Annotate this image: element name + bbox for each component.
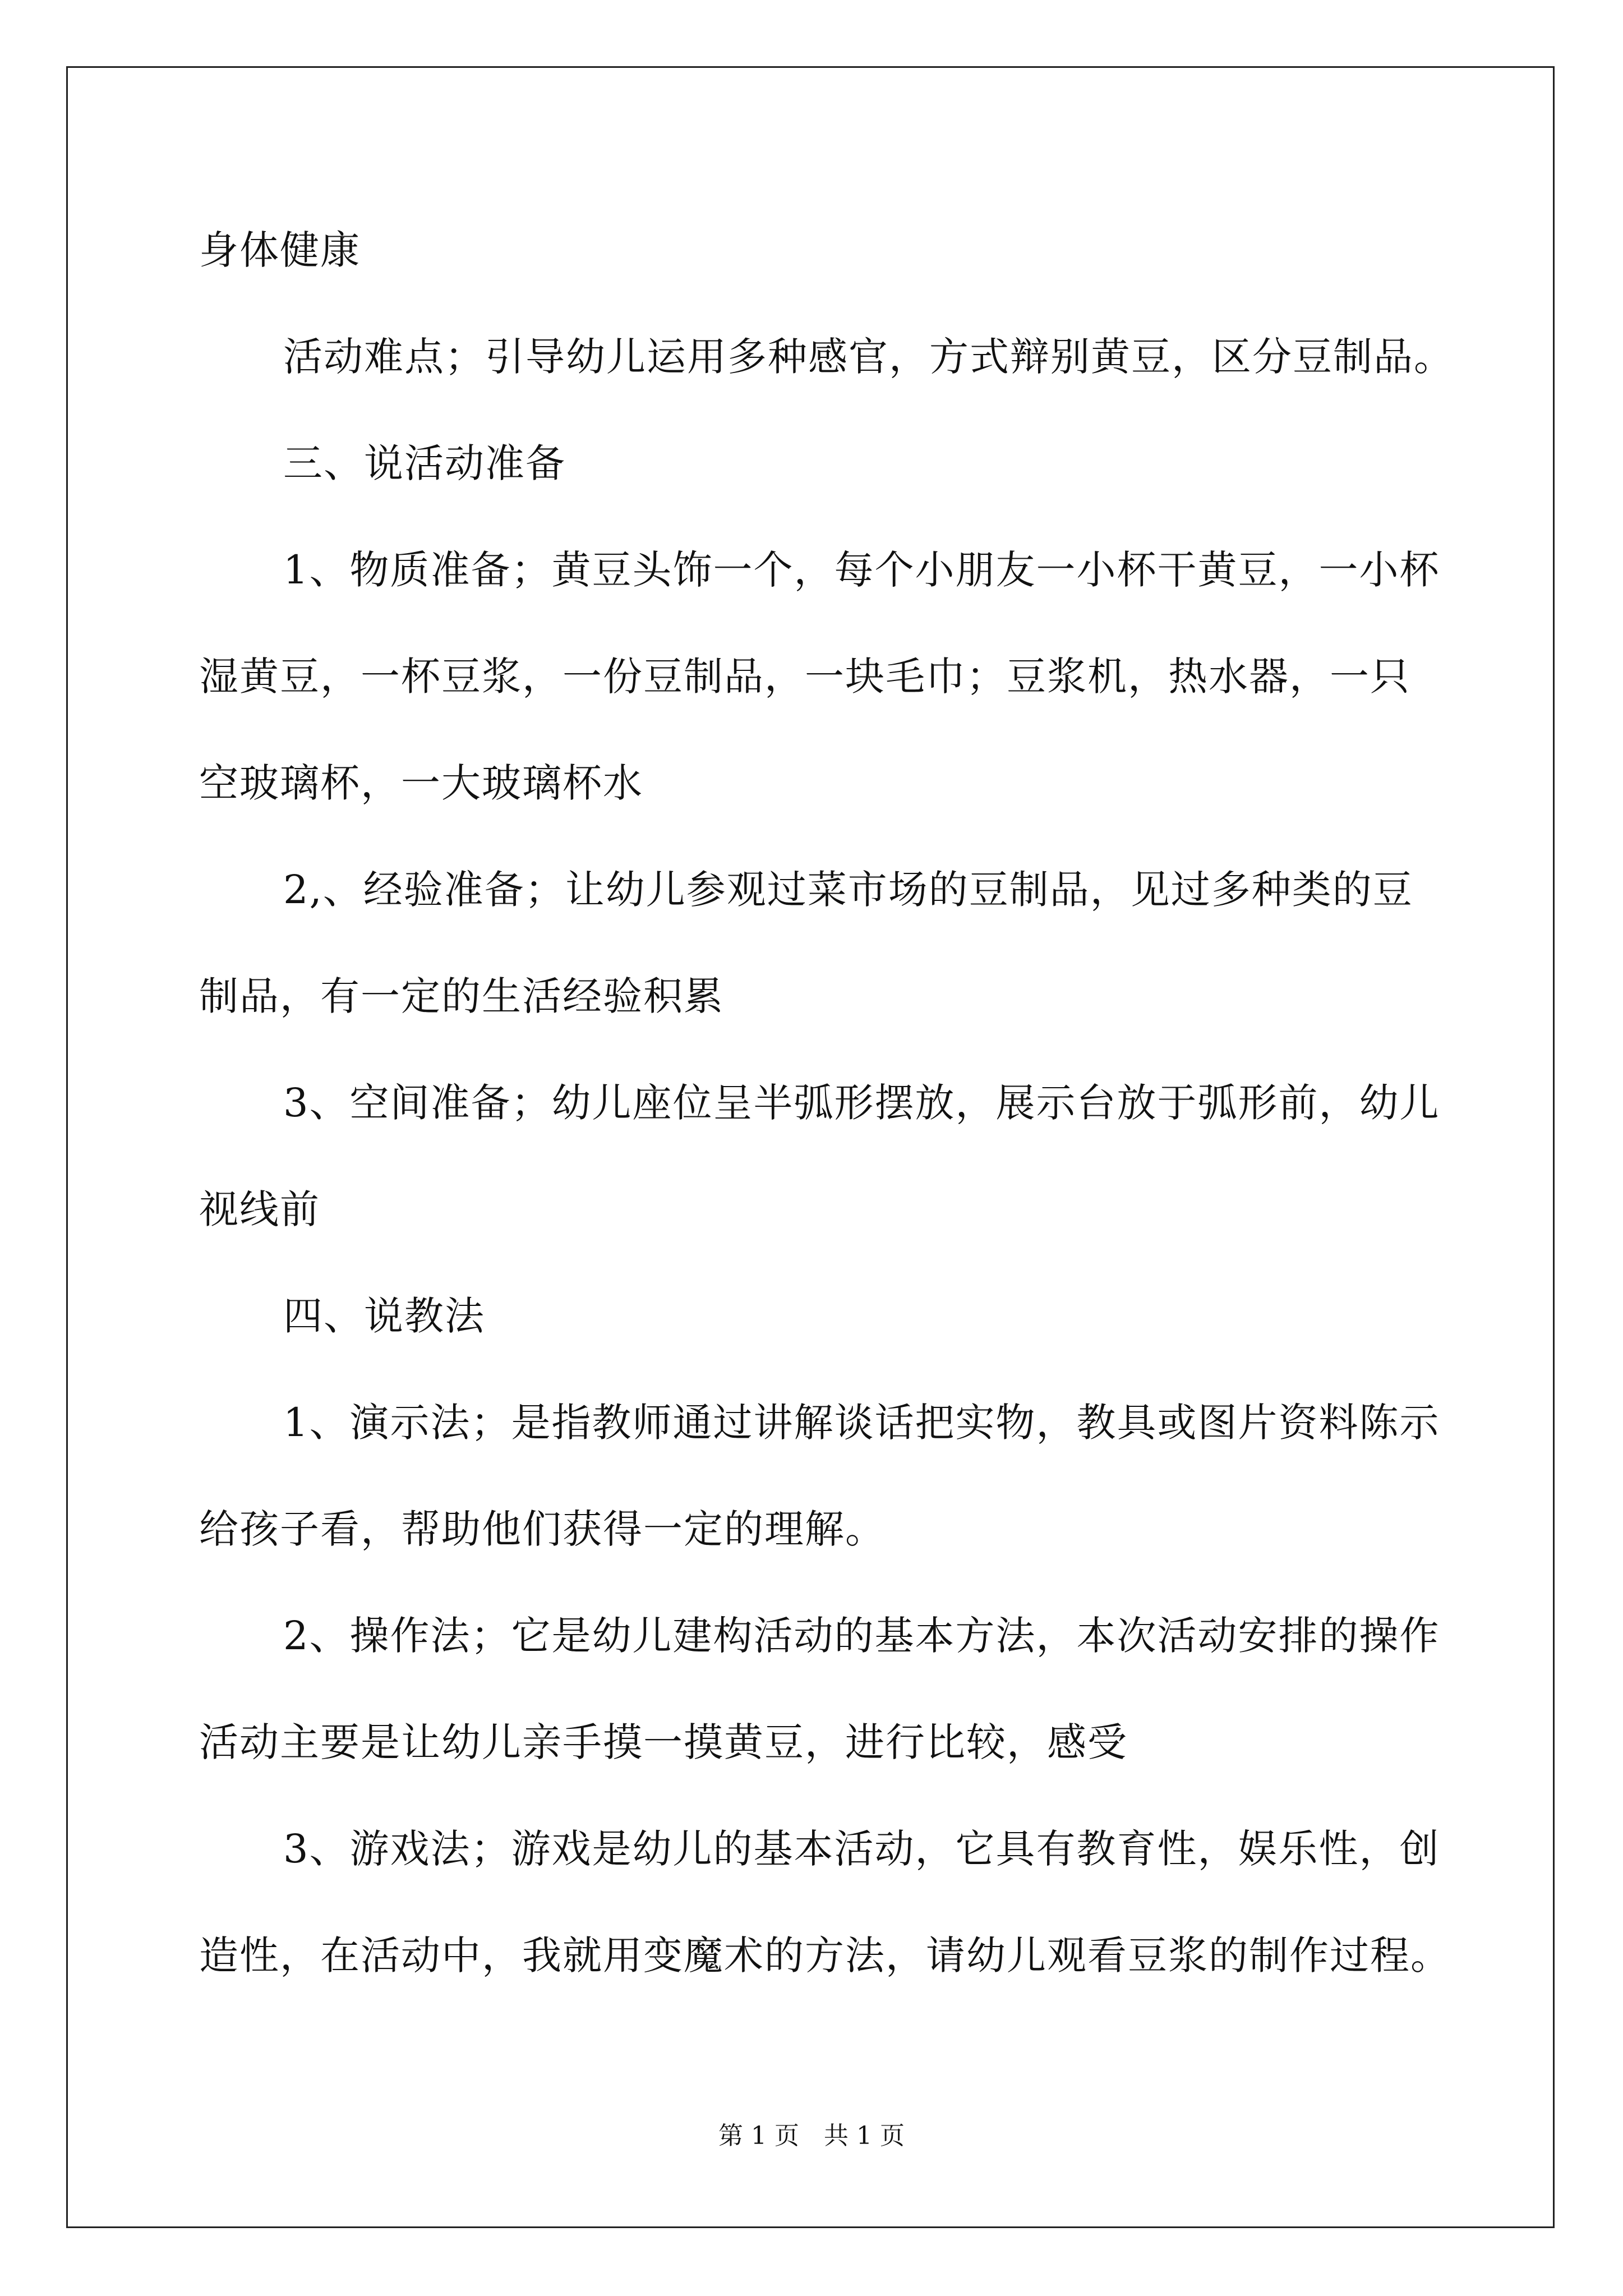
text-line-13: 给孩子看，帮助他们获得一定的理解。	[199, 1506, 886, 1552]
text-line-6: 空玻璃杯，一大玻璃杯水	[199, 760, 643, 806]
text-line-5: 湿黄豆，一杯豆浆，一份豆制品，一块毛巾；豆浆机，热水器，一只	[199, 654, 1410, 700]
text-line-4: 1、物质准备；黄豆头饰一个，每个小朋友一小杯干黄豆，一小杯	[283, 547, 1440, 593]
page-number-footer: 第 1 页 共 1 页	[718, 2122, 905, 2150]
text-line-2: 活动难点；引导幼儿运用多种感官，方式辩别黄豆，区分豆制品。	[283, 334, 1454, 380]
text-line-1: 身体健康	[199, 227, 361, 273]
text-line-16: 3、游戏法；游戏是幼儿的基本活动，它具有教育性，娱乐性，创	[283, 1826, 1440, 1872]
text-line-14: 2、操作法；它是幼儿建构活动的基本方法，本次活动安排的操作	[283, 1613, 1440, 1659]
text-line-15: 活动主要是让幼儿亲手摸一摸黄豆，进行比较，感受	[199, 1719, 1128, 1765]
page-border	[66, 66, 1555, 2228]
text-line-10: 视线前	[199, 1186, 320, 1232]
text-line-8: 制品，有一定的生活经验积累	[199, 973, 724, 1019]
text-line-12: 1、演示法；是指教师通过讲解谈话把实物，教具或图片资料陈示	[283, 1400, 1440, 1446]
text-line-7: 2,、经验准备；让幼儿参观过菜市场的豆制品，见过多种类的豆	[283, 867, 1413, 913]
text-line-17: 造性，在活动中，我就用变魔术的方法，请幼儿观看豆浆的制作过程。	[199, 1932, 1451, 1978]
section-heading-4: 四、说教法	[283, 1293, 485, 1339]
text-line-9: 3、空间准备；幼儿座位呈半弧形摆放，展示台放于弧形前，幼儿	[283, 1080, 1440, 1126]
section-heading-3: 三、说活动准备	[283, 440, 566, 486]
